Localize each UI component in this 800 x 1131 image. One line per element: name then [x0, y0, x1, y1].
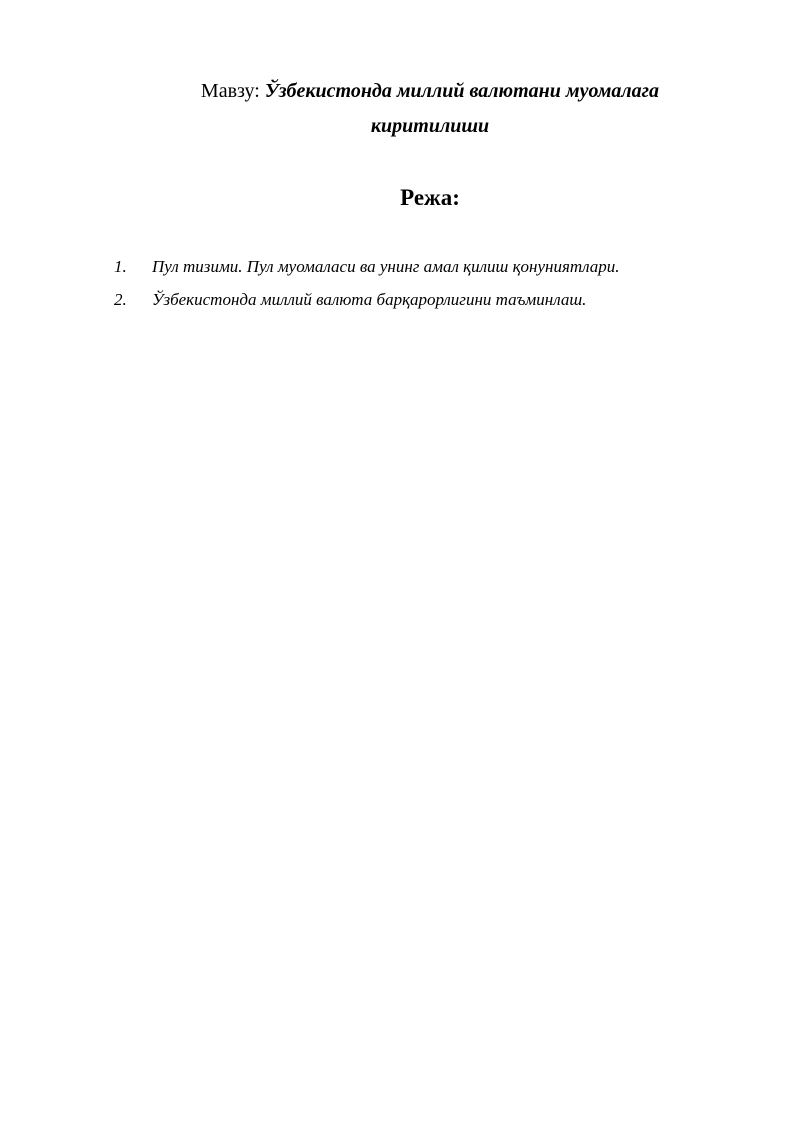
list-item-number: 1.	[114, 257, 127, 276]
list-item-text: Пул тизими. Пул муомаласи ва унинг амал қилиш қонуниятлари.	[152, 257, 620, 276]
list-item	[114, 256, 734, 278]
plan-list	[114, 256, 734, 322]
list-item-number: 2.	[114, 290, 127, 309]
title-main: Ўзбекистонда миллий валютани муомалага киритилиши	[264, 80, 660, 137]
document-title	[140, 74, 720, 144]
plan-heading: Режа:	[400, 185, 460, 210]
title-prefix: Мавзу:	[200, 80, 265, 102]
list-item	[114, 289, 734, 311]
list-item-text: Ўзбекистонда миллий валюта барқарорлигини таъминлаш.	[152, 290, 587, 309]
